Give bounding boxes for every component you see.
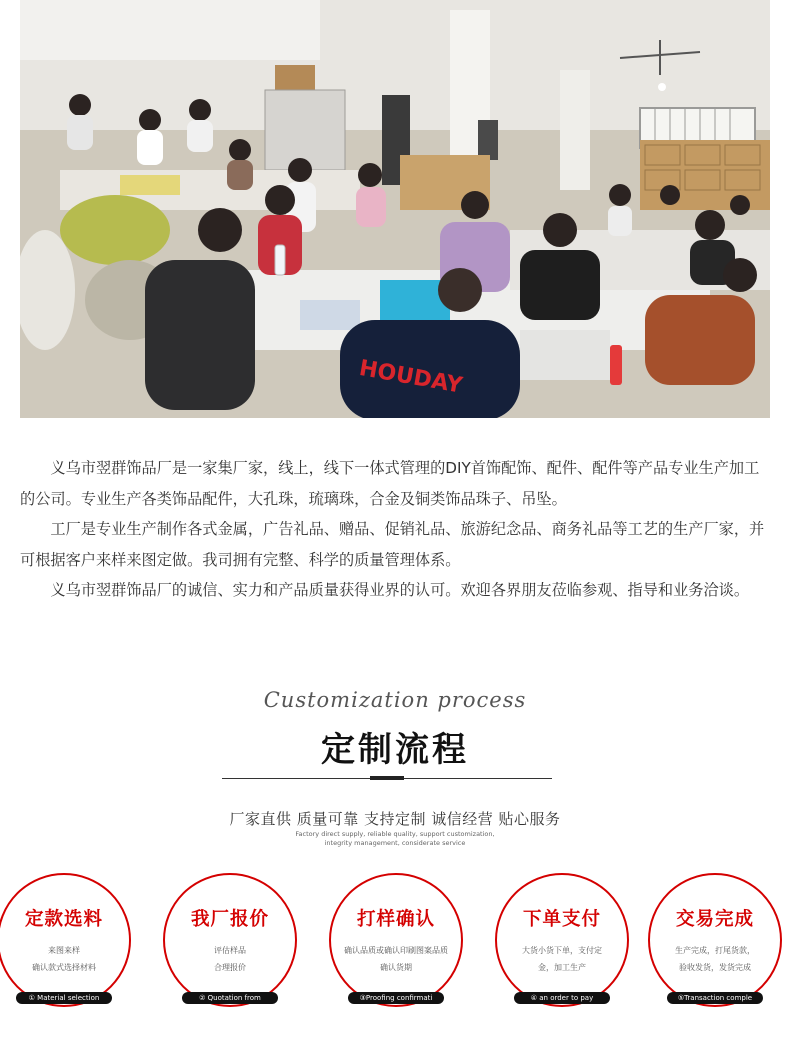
step-circle: [163, 873, 297, 1007]
step-description: [499, 942, 625, 976]
step-english-label: ⑤Transaction comple: [667, 992, 763, 1004]
process-step-4: [495, 873, 629, 1007]
step-english-label: ② Quotation from: [182, 992, 278, 1004]
step-description: [167, 942, 293, 976]
intro-paragraph: 义乌市翌群饰品厂的诚信、实力和产品质量获得业界的认可。欢迎各界朋友莅临参观、指导和业务洽谈。: [50, 581, 750, 599]
step-desc-line: 来图来样: [48, 946, 80, 955]
step-description: [652, 942, 778, 976]
process-step-3: [329, 873, 463, 1007]
company-intro: [20, 453, 770, 606]
step-title: 定款选料: [24, 909, 103, 930]
step-desc-line: 生产完成，打尾货款，: [675, 946, 755, 955]
step-title: 打样确认: [356, 909, 435, 930]
process-step-1: [0, 873, 131, 1007]
step-circle: [648, 873, 782, 1007]
process-script-title: Customization process: [263, 688, 527, 712]
intro-paragraph: 工厂是专业生产制作各式金属，广告礼品、赠品、促销礼品、旅游纪念品、商务礼品等工艺的生产厂家，并可根据客户来样来图定做。我司拥有完整、科学的质量管理体系。: [20, 520, 765, 569]
step-desc-line: 验收发货，发货完成: [679, 963, 751, 972]
step-desc-line: 确认货期: [380, 963, 412, 972]
step-desc-line: 确认款式选择材料: [32, 963, 96, 972]
process-step-2: [163, 873, 297, 1007]
slogan-english-line: Factory direct supply, reliable quality, support customization,: [295, 830, 495, 838]
step-english-label: ③Proofing confirmati: [348, 992, 444, 1004]
step-desc-line: 大货小货下单，支付定: [522, 946, 602, 955]
title-divider-accent: [370, 776, 404, 780]
step-english-label: ④ an order to pay: [514, 992, 610, 1004]
step-circle: [0, 873, 131, 1007]
process-title: 定制流程: [321, 730, 469, 770]
step-desc-line: 金，加工生产: [538, 963, 586, 972]
step-circle: [329, 873, 463, 1007]
step-desc-line: 合理报价: [214, 963, 246, 972]
step-circle: [495, 873, 629, 1007]
workshop-illustration: [20, 0, 770, 418]
step-title: 交易完成: [675, 909, 754, 930]
factory-workshop-photo: [20, 0, 770, 418]
shirt-text: HOUDAY: [357, 355, 465, 399]
slogan-english-line: integrity management, considerate service: [324, 839, 466, 847]
process-step-5: [648, 873, 782, 1007]
step-title: 下单支付: [522, 909, 601, 930]
step-desc-line: 评估样品: [214, 946, 246, 955]
step-english-label: ① Material selection: [16, 992, 112, 1004]
step-title: 我厂报价: [190, 909, 269, 930]
step-description: [333, 942, 459, 976]
intro-paragraph: 义乌市翌群饰品厂是一家集厂家，线上，线下一体式管理的DIY首饰配饰、配件、配件等产品专业生产加工的公司。专业生产各类饰品配件，大孔珠，琉璃珠，合金及铜类饰品珠子、吊坠。: [20, 459, 760, 508]
step-description: [1, 942, 127, 976]
process-slogan: 厂家直供 质量可靠 支持定制 诚信经营 贴心服务: [229, 810, 561, 828]
process-slogan-english: [270, 830, 520, 848]
step-desc-line: 确认品质或确认印刷图案品质: [344, 946, 448, 955]
